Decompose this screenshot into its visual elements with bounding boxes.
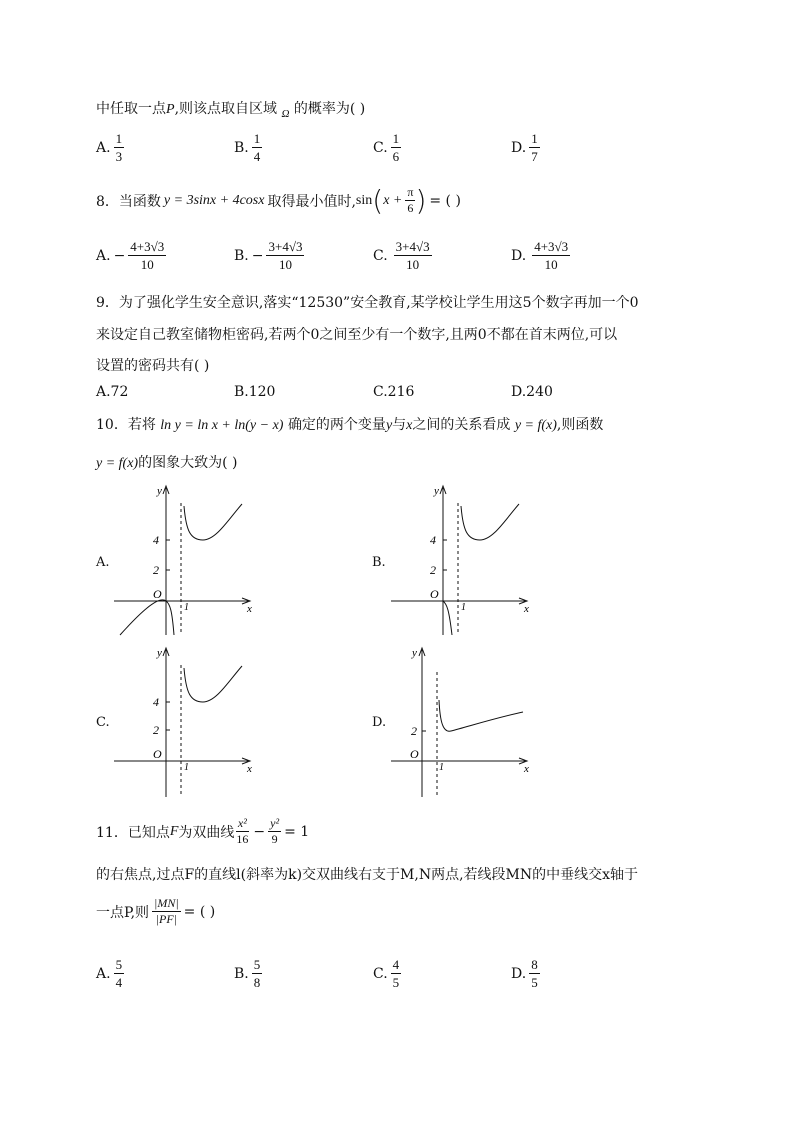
q9-option-a[interactable]: A.72 bbox=[96, 384, 129, 400]
fraction-denominator: 7 bbox=[531, 149, 538, 164]
fraction-numerator: 1 bbox=[531, 131, 538, 146]
fraction-numerator: 8 bbox=[531, 957, 538, 972]
fraction-denominator: 6 bbox=[392, 149, 400, 164]
q8-text-2: 取得最小值时, bbox=[267, 193, 356, 210]
option-label: A. bbox=[96, 139, 111, 156]
q11-option-c[interactable] bbox=[373, 956, 401, 991]
graph-c[interactable] bbox=[108, 642, 258, 802]
q8-formula: y = 3sinx + 4cosx bbox=[163, 192, 265, 208]
q7-option-b[interactable] bbox=[234, 130, 262, 165]
q10-text-4: 之间的关系看成 bbox=[412, 417, 511, 433]
fraction-numerator: 1 bbox=[253, 131, 261, 146]
option-label: C. bbox=[373, 139, 388, 156]
q10-formula: ln y = ln x + ln(y − x) bbox=[160, 418, 284, 433]
q8-option-a[interactable] bbox=[96, 238, 166, 273]
fraction-denominator: 3 bbox=[115, 149, 123, 164]
q9-option-d[interactable]: D.240 bbox=[511, 384, 553, 400]
q11-option-b[interactable] bbox=[234, 956, 262, 991]
x-tick-1: 1 bbox=[439, 762, 444, 773]
graph-b-label[interactable]: B. bbox=[372, 555, 386, 570]
option-sign: − bbox=[251, 247, 264, 264]
q9-option-c[interactable]: C.216 bbox=[373, 384, 415, 400]
q7-text: 中任取一点 bbox=[96, 101, 166, 117]
q10-func: y = f(x) bbox=[514, 418, 557, 433]
q7-point: P bbox=[166, 102, 175, 117]
q8-text: 当函数 bbox=[118, 193, 161, 210]
q8-x-plus: x + bbox=[383, 192, 403, 208]
option-label: B. bbox=[234, 247, 249, 264]
option-label: B. bbox=[234, 965, 249, 982]
option-label: A. bbox=[96, 247, 111, 264]
option-label: D. bbox=[511, 247, 527, 264]
q11-eq: = 1 bbox=[284, 823, 310, 840]
q7-option-d[interactable] bbox=[511, 130, 540, 165]
q8-number: 8． bbox=[96, 193, 119, 210]
fraction-numerator: |MN| bbox=[154, 896, 179, 910]
fraction-numerator: 4+3√3 bbox=[130, 239, 165, 254]
q9-line-3: 设置的密码共有( ) bbox=[96, 358, 210, 374]
x-axis-label: x bbox=[247, 763, 252, 775]
fraction-numerator: x² bbox=[237, 816, 247, 830]
y-axis-label: y bbox=[157, 485, 162, 497]
q10-var-x: x bbox=[406, 418, 413, 433]
y-axis-label: y bbox=[434, 485, 439, 497]
fraction-denominator: 10 bbox=[544, 257, 558, 272]
fraction-denominator: 16 bbox=[236, 832, 249, 846]
q8-tail: = ( ) bbox=[429, 192, 461, 209]
x-axis-label: x bbox=[247, 603, 252, 615]
fraction-numerator: 3+4√3 bbox=[395, 239, 430, 254]
tick-4: 4 bbox=[153, 695, 159, 709]
option-label: D. bbox=[511, 965, 527, 982]
q10-text-2: 确定的两个变量 bbox=[287, 417, 386, 433]
q11-option-d[interactable] bbox=[511, 956, 540, 991]
fraction-denominator: 6 bbox=[407, 201, 414, 215]
fraction-denominator: |PF| bbox=[155, 912, 177, 926]
origin-label: O bbox=[410, 747, 419, 761]
q7-stem bbox=[96, 98, 365, 118]
fraction-denominator: 8 bbox=[253, 975, 261, 990]
q7-text-end: 的概率为( ) bbox=[293, 101, 366, 117]
q10-text-5: ,则函数 bbox=[556, 417, 604, 433]
q11-line-2: 的右焦点,过点F的直线l(斜率为k)交双曲线右支于M,N两点,若线段MN的中垂线交x轴于 bbox=[96, 867, 639, 883]
right-paren: ) bbox=[415, 184, 427, 217]
q11-number: 11． bbox=[96, 824, 128, 841]
q10-stem-2 bbox=[96, 452, 237, 472]
q7-option-a[interactable] bbox=[96, 130, 124, 165]
q9-option-b[interactable]: B.120 bbox=[234, 384, 276, 400]
q8-option-c[interactable] bbox=[373, 238, 432, 273]
fraction-numerator: 5 bbox=[115, 957, 123, 972]
q8-sin: sin bbox=[355, 192, 373, 208]
option-sign: − bbox=[113, 247, 126, 264]
q10-text-3: 与 bbox=[392, 417, 407, 433]
origin-label: O bbox=[430, 587, 439, 601]
q7-omega: Ω bbox=[281, 108, 290, 120]
fraction-numerator: y² bbox=[270, 816, 280, 830]
tick-4: 4 bbox=[153, 533, 159, 547]
q8-option-b[interactable] bbox=[234, 238, 304, 273]
fraction-numerator: 4 bbox=[392, 957, 400, 972]
q11-option-a[interactable] bbox=[96, 956, 124, 991]
fraction-denominator: 5 bbox=[392, 975, 400, 990]
q11-text-3: 一点P,则 bbox=[96, 904, 150, 921]
q10-number: 10． bbox=[96, 417, 128, 433]
q11-stem bbox=[96, 816, 309, 847]
graph-a[interactable] bbox=[108, 480, 258, 640]
left-paren: ( bbox=[372, 184, 384, 217]
q7-text-mid: ,则该点取自区域 bbox=[174, 101, 278, 117]
q11-text-2: 为双曲线 bbox=[178, 824, 235, 841]
x-tick-1: 1 bbox=[461, 602, 466, 613]
minus-sign: − bbox=[253, 823, 266, 840]
option-label: C. bbox=[373, 247, 388, 264]
fraction-denominator: 5 bbox=[531, 975, 538, 990]
fraction-numerator: 1 bbox=[392, 131, 400, 146]
q11-point-f: F bbox=[169, 823, 179, 839]
fraction-denominator: 4 bbox=[253, 149, 261, 164]
tick-2: 2 bbox=[411, 724, 417, 738]
x-axis-label: x bbox=[524, 763, 529, 775]
q10-func-2: y = f(x) bbox=[96, 456, 139, 471]
tick-2: 2 bbox=[153, 563, 159, 577]
tick-2: 2 bbox=[153, 723, 159, 737]
q10-var-y: y bbox=[385, 418, 393, 433]
fraction-numerator: 5 bbox=[253, 957, 261, 972]
tick-4: 4 bbox=[430, 533, 436, 547]
origin-label: O bbox=[153, 747, 162, 761]
q11-tail: = ( ) bbox=[183, 903, 216, 920]
y-axis-label: y bbox=[157, 647, 162, 659]
fraction-numerator: π bbox=[407, 185, 414, 199]
q7-option-c[interactable] bbox=[373, 130, 401, 165]
fraction-numerator: 3+4√3 bbox=[268, 239, 303, 254]
graph-a-label[interactable]: A. bbox=[96, 555, 110, 570]
q8-option-d[interactable] bbox=[511, 238, 570, 273]
fraction-numerator: 1 bbox=[115, 131, 123, 146]
x-tick-1: 1 bbox=[184, 602, 189, 613]
x-tick-1: 1 bbox=[184, 762, 189, 773]
graph-b[interactable] bbox=[385, 480, 535, 640]
q10-text: 若将 bbox=[127, 417, 156, 433]
graph-c-label[interactable]: C. bbox=[96, 715, 110, 730]
origin-label: O bbox=[153, 587, 162, 601]
option-label: D. bbox=[511, 139, 527, 156]
fraction-denominator: 9 bbox=[271, 832, 278, 846]
q10-text-6: 的图象大致为( ) bbox=[138, 455, 238, 471]
option-label: C. bbox=[373, 965, 388, 982]
fraction-denominator: 10 bbox=[140, 257, 154, 272]
q8-stem bbox=[96, 184, 461, 217]
y-axis-label: y bbox=[412, 647, 417, 659]
q11-line-3 bbox=[96, 896, 215, 927]
fraction-denominator: 4 bbox=[115, 975, 123, 990]
graph-d[interactable] bbox=[385, 642, 535, 802]
option-label: B. bbox=[234, 139, 249, 156]
q9-line-1: 9．为了强化学生安全意识,落实“12530”安全教育,某学校让学生用这5个数字再加一个0 bbox=[96, 295, 639, 311]
fraction-denominator: 10 bbox=[406, 257, 420, 272]
graph-d-label[interactable]: D. bbox=[372, 715, 387, 730]
x-axis-label: x bbox=[524, 603, 529, 615]
tick-2: 2 bbox=[430, 563, 436, 577]
q10-stem bbox=[96, 414, 603, 434]
option-label: A. bbox=[96, 965, 111, 982]
q9-line-2: 来设定自己教室储物柜密码,若两个0之间至少有一个数字,且两0不都在首末两位,可以 bbox=[96, 327, 618, 343]
q11-text: 已知点 bbox=[127, 824, 170, 841]
fraction-denominator: 10 bbox=[278, 257, 292, 272]
fraction-numerator: 4+3√3 bbox=[534, 239, 569, 254]
